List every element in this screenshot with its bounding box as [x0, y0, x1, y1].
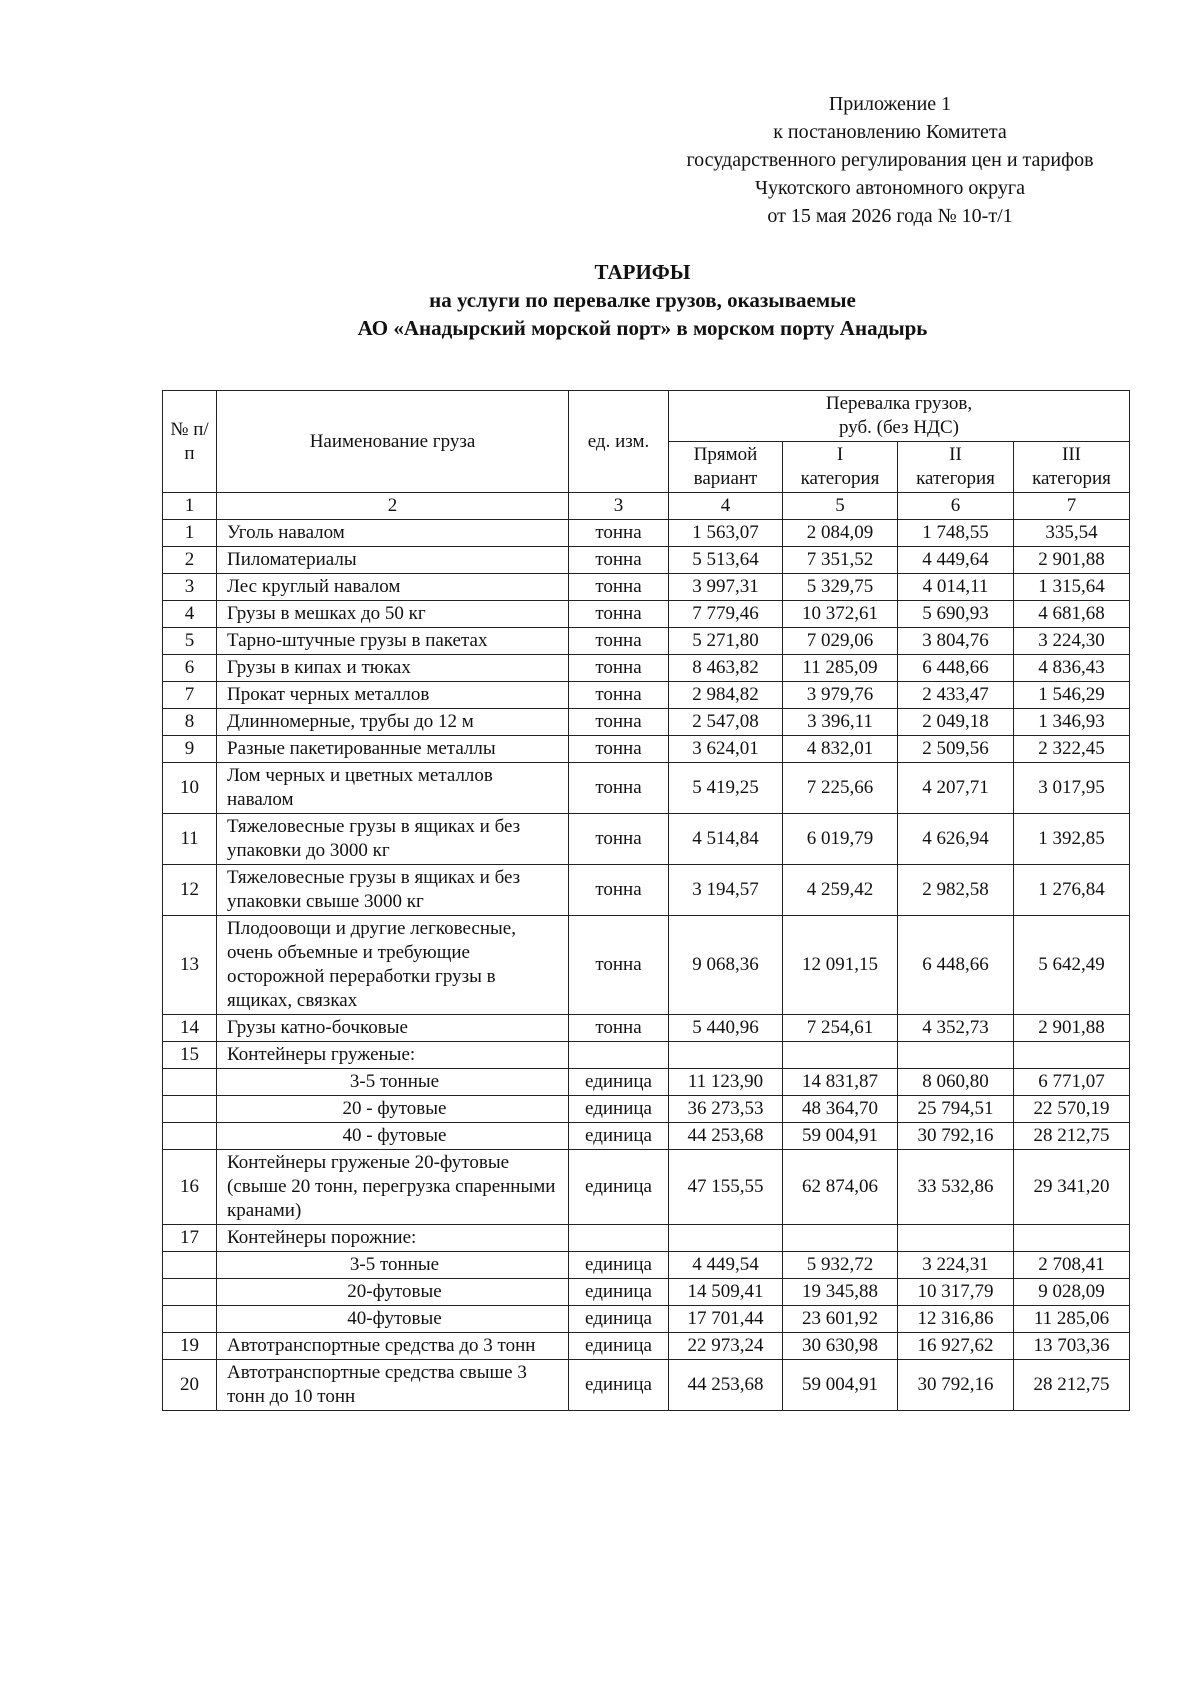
- tariff-value: [1014, 1042, 1130, 1069]
- unit-cell: тонна: [569, 547, 669, 574]
- tariff-value: 4 207,71: [898, 763, 1014, 814]
- tariff-value: 59 004,91: [783, 1123, 898, 1150]
- tariff-value: 8 060,80: [898, 1069, 1014, 1096]
- title-line: АО «Анадырский морской порт» в морском порту Анадырь: [357, 316, 928, 340]
- cargo-name: Грузы в кипах и тюках: [217, 655, 569, 682]
- table-row: [163, 628, 1130, 655]
- tariff-value: 1 315,64: [1014, 574, 1130, 601]
- cargo-name: 40-футовые: [217, 1306, 569, 1333]
- tariff-value: 14 509,41: [669, 1279, 783, 1306]
- tariff-value: [783, 1225, 898, 1252]
- tariff-value: 2 322,45: [1014, 736, 1130, 763]
- unit-cell: единица: [569, 1069, 669, 1096]
- tariff-value: 4 014,11: [898, 574, 1014, 601]
- tariff-value: 28 212,75: [1014, 1123, 1130, 1150]
- tariff-value: 7 351,52: [783, 547, 898, 574]
- table-row: [163, 763, 1130, 814]
- tariff-value: 19 345,88: [783, 1279, 898, 1306]
- header-text: II: [949, 444, 962, 465]
- column-number: 5: [783, 493, 898, 520]
- table-row: [163, 1042, 1130, 1069]
- cargo-name: Уголь навалом: [217, 520, 569, 547]
- cargo-name: Прокат черных металлов: [217, 682, 569, 709]
- unit-cell: тонна: [569, 655, 669, 682]
- header-cat3: [1014, 442, 1130, 493]
- tariff-value: 3 224,30: [1014, 628, 1130, 655]
- appendix-line: к постановлению Комитета: [773, 121, 1007, 143]
- unit-cell: [569, 1042, 669, 1069]
- row-number: 2: [163, 547, 217, 574]
- tariff-value: 5 642,49: [1014, 916, 1130, 1015]
- tariff-value: 3 997,31: [669, 574, 783, 601]
- header-text: вариант: [693, 468, 758, 489]
- tariff-value: 47 155,55: [669, 1150, 783, 1225]
- table-row: [163, 865, 1130, 916]
- row-number: 1: [163, 520, 217, 547]
- table-row: [163, 1015, 1130, 1042]
- tariff-value: [898, 1042, 1014, 1069]
- tariff-table: [162, 390, 1130, 1411]
- unit-cell: единица: [569, 1306, 669, 1333]
- row-number: 19: [163, 1333, 217, 1360]
- tariff-value: 10 372,61: [783, 601, 898, 628]
- tariff-value: 7 029,06: [783, 628, 898, 655]
- unit-cell: тонна: [569, 628, 669, 655]
- header-cat1: [783, 442, 898, 493]
- table-row: [163, 682, 1130, 709]
- unit-cell: тонна: [569, 814, 669, 865]
- tariff-value: 5 440,96: [669, 1015, 783, 1042]
- unit-cell: единица: [569, 1150, 669, 1225]
- column-number: 4: [669, 493, 783, 520]
- unit-cell: тонна: [569, 736, 669, 763]
- tariff-value: [783, 1042, 898, 1069]
- header-direct: [669, 442, 783, 493]
- column-number: 7: [1014, 493, 1130, 520]
- tariff-value: 14 831,87: [783, 1069, 898, 1096]
- unit-cell: единица: [569, 1096, 669, 1123]
- cargo-name: Длинномерные, трубы до 12 м: [217, 709, 569, 736]
- cargo-name: 3-5 тонные: [217, 1069, 569, 1096]
- header-text: категория: [1032, 468, 1111, 489]
- tariff-value: 5 513,64: [669, 547, 783, 574]
- cargo-name: Грузы катно-бочковые: [217, 1015, 569, 1042]
- row-number: 15: [163, 1042, 217, 1069]
- tariff-value: 4 681,68: [1014, 601, 1130, 628]
- row-number: 6: [163, 655, 217, 682]
- tariff-value: 23 601,92: [783, 1306, 898, 1333]
- row-number: 14: [163, 1015, 217, 1042]
- appendix-line: от 15 мая 2026 года № 10-т/1: [767, 205, 1013, 227]
- unit-cell: единица: [569, 1279, 669, 1306]
- tariff-value: 1 346,93: [1014, 709, 1130, 736]
- tariff-value: 9 028,09: [1014, 1279, 1130, 1306]
- row-number: 11: [163, 814, 217, 865]
- tariff-value: 1 392,85: [1014, 814, 1130, 865]
- table-row: [163, 1252, 1130, 1279]
- row-number: 10: [163, 763, 217, 814]
- tariff-value: 6 771,07: [1014, 1069, 1130, 1096]
- cargo-name: Автотранспортные средства до 3 тонн: [217, 1333, 569, 1360]
- row-number: [163, 1123, 217, 1150]
- appendix-line: Приложение 1: [828, 93, 952, 115]
- tariff-value: 44 253,68: [669, 1123, 783, 1150]
- header-text: категория: [800, 468, 880, 489]
- tariff-value: 59 004,91: [783, 1360, 898, 1411]
- tariff-value: 11 285,06: [1014, 1306, 1130, 1333]
- column-number-row: [163, 493, 1130, 520]
- unit-cell: тонна: [569, 1015, 669, 1042]
- header-name: Наименование груза: [217, 391, 569, 493]
- column-number: 2: [217, 493, 569, 520]
- table-row: [163, 520, 1130, 547]
- tariff-value: 6 019,79: [783, 814, 898, 865]
- header-text: категория: [916, 468, 995, 489]
- tariff-value: 2 547,08: [669, 709, 783, 736]
- row-number: 4: [163, 601, 217, 628]
- tariff-value: 4 836,43: [1014, 655, 1130, 682]
- appendix-line: государственного регулирования цен и тарифов: [686, 149, 1094, 171]
- row-number: 7: [163, 682, 217, 709]
- column-number: 6: [898, 493, 1014, 520]
- cargo-name: 3-5 тонные: [217, 1252, 569, 1279]
- cargo-name: Лес круглый навалом: [217, 574, 569, 601]
- tariff-value: 12 091,15: [783, 916, 898, 1015]
- tariff-value: 2 982,58: [898, 865, 1014, 916]
- tariff-value: 4 626,94: [898, 814, 1014, 865]
- table-row: [163, 1360, 1130, 1411]
- table-row: [163, 1225, 1130, 1252]
- tariff-value: 4 352,73: [898, 1015, 1014, 1042]
- tariff-value: 6 448,66: [898, 916, 1014, 1015]
- table-row: [163, 574, 1130, 601]
- tariff-value: 1 546,29: [1014, 682, 1130, 709]
- row-number: [163, 1069, 217, 1096]
- table-row: [163, 1123, 1130, 1150]
- table-row: [163, 547, 1130, 574]
- tariff-value: 25 794,51: [898, 1096, 1014, 1123]
- column-number: 1: [163, 493, 217, 520]
- tariff-value: 16 927,62: [898, 1333, 1014, 1360]
- unit-cell: [569, 1225, 669, 1252]
- cargo-name: Тарно-штучные грузы в пакетах: [217, 628, 569, 655]
- header-unit: ед. изм.: [569, 391, 669, 493]
- tariff-value: 1 276,84: [1014, 865, 1130, 916]
- title-line: на услуги по перевалке грузов, оказываемые: [429, 288, 856, 312]
- tariff-value: 22 973,24: [669, 1333, 783, 1360]
- tariff-value: 4 449,64: [898, 547, 1014, 574]
- tariff-value: 29 341,20: [1014, 1150, 1130, 1225]
- cargo-name: 40 - футовые: [217, 1123, 569, 1150]
- table-row: [163, 1069, 1130, 1096]
- tariff-value: 13 703,36: [1014, 1333, 1130, 1360]
- unit-cell: тонна: [569, 682, 669, 709]
- header-text: Прямой: [693, 444, 758, 465]
- tariff-value: 5 690,93: [898, 601, 1014, 628]
- unit-cell: единица: [569, 1252, 669, 1279]
- row-number: 12: [163, 865, 217, 916]
- tariff-value: 10 317,79: [898, 1279, 1014, 1306]
- unit-cell: тонна: [569, 574, 669, 601]
- tariff-value: 28 212,75: [1014, 1360, 1130, 1411]
- tariff-value: 4 514,84: [669, 814, 783, 865]
- cargo-name: 20-футовые: [217, 1279, 569, 1306]
- header-text: III: [1062, 444, 1081, 465]
- cargo-name: Грузы в мешках до 50 кг: [217, 601, 569, 628]
- tariff-value: 44 253,68: [669, 1360, 783, 1411]
- cargo-name: Пиломатериалы: [217, 547, 569, 574]
- unit-cell: тонна: [569, 916, 669, 1015]
- cargo-name: Контейнеры груженые:: [217, 1042, 569, 1069]
- row-number: 9: [163, 736, 217, 763]
- row-number: [163, 1279, 217, 1306]
- header-row: [163, 391, 1130, 442]
- table-row: [163, 1150, 1130, 1225]
- cargo-name: Контейнеры груженые 20-футовые (свыше 20 тонн, перегрузка спаренными кранами): [217, 1150, 569, 1225]
- row-number: 8: [163, 709, 217, 736]
- tariff-value: [669, 1042, 783, 1069]
- cargo-name: 20 - футовые: [217, 1096, 569, 1123]
- tariff-value: 2 708,41: [1014, 1252, 1130, 1279]
- tariff-value: 1 748,55: [898, 520, 1014, 547]
- tariff-value: 5 271,80: [669, 628, 783, 655]
- tariff-value: [1014, 1225, 1130, 1252]
- tariff-value: 62 874,06: [783, 1150, 898, 1225]
- tariff-value: 11 285,09: [783, 655, 898, 682]
- table-row: [163, 709, 1130, 736]
- tariff-value: 9 068,36: [669, 916, 783, 1015]
- tariff-value: 2 901,88: [1014, 1015, 1130, 1042]
- row-number: [163, 1306, 217, 1333]
- table-row: [163, 1279, 1130, 1306]
- tariff-value: 2 984,82: [669, 682, 783, 709]
- tariff-value: 3 804,76: [898, 628, 1014, 655]
- tariff-value: 8 463,82: [669, 655, 783, 682]
- tariff-value: 33 532,86: [898, 1150, 1014, 1225]
- tariff-value: 36 273,53: [669, 1096, 783, 1123]
- cargo-name: Разные пакетированные металлы: [217, 736, 569, 763]
- cargo-name: Автотранспортные средства свыше 3 тонн до 10 тонн: [217, 1360, 569, 1411]
- tariff-value: 11 123,90: [669, 1069, 783, 1096]
- tariff-value: 335,54: [1014, 520, 1130, 547]
- tariff-value: 4 259,42: [783, 865, 898, 916]
- tariff-value: 6 448,66: [898, 655, 1014, 682]
- tariff-value: 3 624,01: [669, 736, 783, 763]
- row-number: 13: [163, 916, 217, 1015]
- tariff-body: [163, 520, 1130, 1411]
- table-row: [163, 1096, 1130, 1123]
- unit-cell: единица: [569, 1123, 669, 1150]
- unit-cell: тонна: [569, 709, 669, 736]
- header-group-line: руб. (без НДС): [838, 417, 959, 438]
- table-row: [163, 814, 1130, 865]
- tariff-value: 30 630,98: [783, 1333, 898, 1360]
- tariff-value: 48 364,70: [783, 1096, 898, 1123]
- tariff-value: [669, 1225, 783, 1252]
- tariff-value: 5 932,72: [783, 1252, 898, 1279]
- tariff-value: 4 449,54: [669, 1252, 783, 1279]
- row-number: 3: [163, 574, 217, 601]
- tariff-value: 4 832,01: [783, 736, 898, 763]
- table-row: [163, 601, 1130, 628]
- table-row: [163, 916, 1130, 1015]
- appendix-header: [640, 90, 1140, 230]
- unit-cell: тонна: [569, 520, 669, 547]
- tariff-value: 22 570,19: [1014, 1096, 1130, 1123]
- header-text: I: [836, 444, 844, 465]
- tariff-value: 3 224,31: [898, 1252, 1014, 1279]
- header-group: [669, 391, 1130, 442]
- cargo-name: Лом черных и цветных металлов навалом: [217, 763, 569, 814]
- tariff-value: 2 901,88: [1014, 547, 1130, 574]
- tariff-value: [898, 1225, 1014, 1252]
- header-group-line: Перевалка грузов,: [825, 393, 973, 414]
- unit-cell: единица: [569, 1360, 669, 1411]
- tariff-value: 3 017,95: [1014, 763, 1130, 814]
- tariff-value: 2 433,47: [898, 682, 1014, 709]
- tariff-value: 3 396,11: [783, 709, 898, 736]
- tariff-value: 17 701,44: [669, 1306, 783, 1333]
- unit-cell: тонна: [569, 601, 669, 628]
- row-number: 5: [163, 628, 217, 655]
- table-row: [163, 1306, 1130, 1333]
- tariff-value: 5 329,75: [783, 574, 898, 601]
- tariff-value: 7 225,66: [783, 763, 898, 814]
- cargo-name: Контейнеры порожние:: [217, 1225, 569, 1252]
- tariff-value: 3 194,57: [669, 865, 783, 916]
- tariff-value: 2 509,56: [898, 736, 1014, 763]
- table-row: [163, 736, 1130, 763]
- tariff-value: 2 049,18: [898, 709, 1014, 736]
- tariff-value: 30 792,16: [898, 1360, 1014, 1411]
- row-number: 17: [163, 1225, 217, 1252]
- cargo-name: Тяжеловесные грузы в ящиках и без упаковки до 3000 кг: [217, 814, 569, 865]
- table-row: [163, 1333, 1130, 1360]
- tariff-value: 7 254,61: [783, 1015, 898, 1042]
- unit-cell: тонна: [569, 763, 669, 814]
- tariff-value: 30 792,16: [898, 1123, 1014, 1150]
- row-number: 16: [163, 1150, 217, 1225]
- unit-cell: единица: [569, 1333, 669, 1360]
- row-number: [163, 1252, 217, 1279]
- tariff-value: 5 419,25: [669, 763, 783, 814]
- title-line: ТАРИФЫ: [594, 260, 691, 284]
- document-title: [0, 258, 1200, 342]
- header-cat2: [898, 442, 1014, 493]
- tariff-value: 7 779,46: [669, 601, 783, 628]
- tariff-value: 12 316,86: [898, 1306, 1014, 1333]
- table-row: [163, 655, 1130, 682]
- appendix-line: Чукотского автономного округа: [755, 177, 1025, 199]
- row-number: [163, 1096, 217, 1123]
- tariff-value: 2 084,09: [783, 520, 898, 547]
- tariff-value: 1 563,07: [669, 520, 783, 547]
- cargo-name: Тяжеловесные грузы в ящиках и без упаковки свыше 3000 кг: [217, 865, 569, 916]
- column-number: 3: [569, 493, 669, 520]
- row-number: 20: [163, 1360, 217, 1411]
- unit-cell: тонна: [569, 865, 669, 916]
- cargo-name: Плодоовощи и другие легковесные, очень объемные и требующие осторожной переработки грузы в ящиках, связках: [217, 916, 569, 1015]
- header-num: № п/п: [163, 391, 217, 493]
- tariff-value: 3 979,76: [783, 682, 898, 709]
